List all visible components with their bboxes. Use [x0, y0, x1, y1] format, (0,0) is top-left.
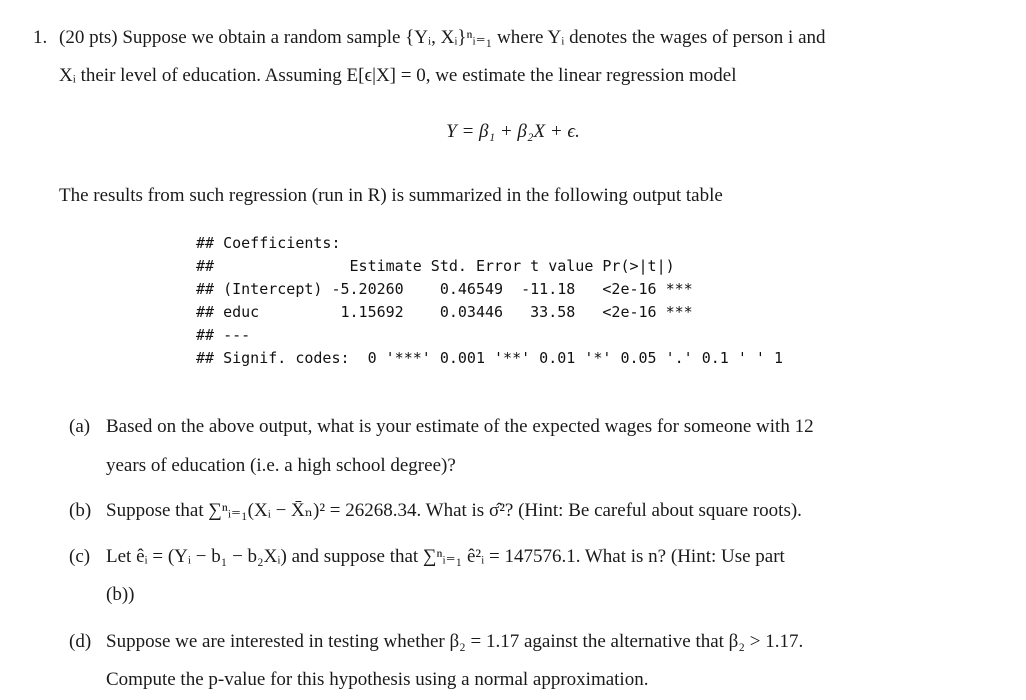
question-b-label: (b): [69, 500, 92, 521]
regression-equation: Y = β₁ + β₂X + ϵ.: [446, 121, 580, 142]
question-b-text: Suppose that ∑ⁿᵢ₌₁(Xᵢ − X̄ₙ)² = 26268.34. What is σ̂²? (Hint: Be careful about square roots).: [106, 500, 802, 521]
problem-intro-line-2: Xᵢ their level of education. Assuming E[ϵ|X] = 0, we estimate the linear regression model: [59, 65, 737, 86]
problem-number: 1.: [33, 27, 48, 48]
question-c-text-line-1: Let êᵢ = (Yᵢ − b₁ − b₂Xᵢ) and suppose that ∑ⁿᵢ₌₁ ê²ᵢ = 147576.1. What is n? (Hint: Use part: [106, 546, 785, 567]
question-a-text-line-2: years of education (i.e. a high school degree)?: [106, 455, 456, 476]
question-a-label: (a): [69, 416, 91, 437]
r-output-line: ## ---: [196, 326, 251, 344]
question-a-text-line-1: Based on the above output, what is your estimate of the expected wages for someone with 12: [106, 416, 814, 437]
question-d-text-line-1: Suppose we are interested in testing whether β₂ = 1.17 against the alternative that β₂ > 1.17.: [106, 631, 804, 652]
question-c-label: (c): [69, 546, 91, 567]
r-output-line: ## Estimate Std. Error t value Pr(>|t|): [196, 257, 675, 275]
r-output-line: ## (Intercept) -5.20260 0.46549 -11.18 <2e-16 ***: [196, 280, 693, 298]
r-output-line: ## educ 1.15692 0.03446 33.58 <2e-16 ***: [196, 303, 693, 321]
r-output-line: ## Coefficients:: [196, 234, 341, 252]
question-d-label: (d): [69, 631, 92, 652]
question-c-text-line-2: (b)): [106, 584, 135, 605]
r-output-line: ## Signif. codes: 0 '***' 0.001 '**' 0.01 '*' 0.05 '.' 0.1 ' ' 1: [196, 349, 783, 367]
results-intro: The results from such regression (run in R) is summarized in the following output table: [59, 185, 723, 206]
r-output-block: [196, 232, 783, 370]
question-d-text-line-2: Compute the p-value for this hypothesis using a normal approximation.: [106, 669, 649, 690]
problem-intro-line-1: (20 pts) Suppose we obtain a random sample {Yᵢ, Xᵢ}ⁿᵢ₌₁ where Yᵢ denotes the wages of person i and: [59, 27, 826, 48]
